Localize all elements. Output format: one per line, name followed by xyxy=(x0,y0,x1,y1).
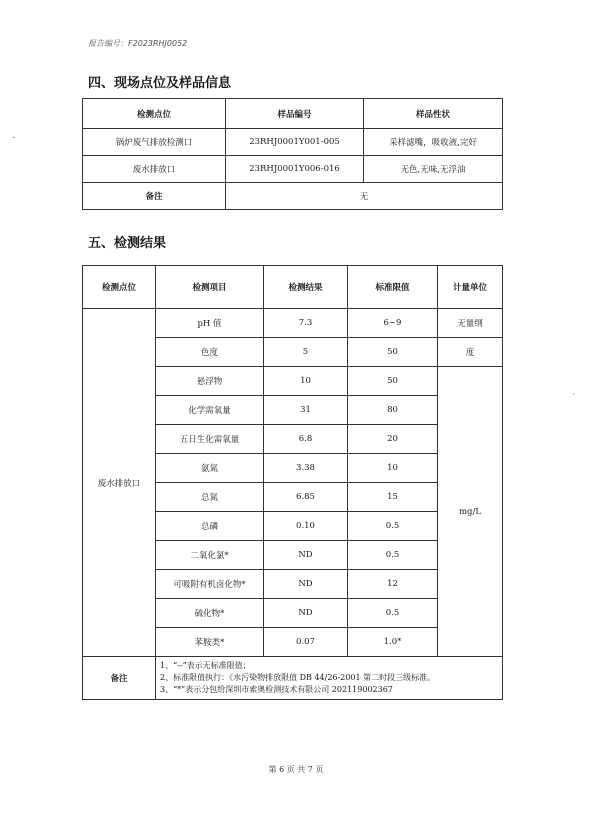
result-cell: 7.3 xyxy=(264,309,348,338)
limit-cell: 0.5 xyxy=(348,512,438,541)
header-point: 检测点位 xyxy=(83,266,156,309)
limit-cell: 50 xyxy=(348,338,438,367)
header-nature: 样品性状 xyxy=(364,99,503,129)
results-table xyxy=(82,265,503,700)
result-cell: 3.38 xyxy=(264,454,348,483)
limit-cell: 0.5 xyxy=(348,599,438,628)
limit-cell: 80 xyxy=(348,396,438,425)
nature-cell: 采样滤嘴，吸收液,完好 xyxy=(364,129,503,156)
item-cell: 悬浮物 xyxy=(156,367,264,396)
result-cell: 5 xyxy=(264,338,348,367)
item-cell: 二氧化氯* xyxy=(156,541,264,570)
result-cell: 10 xyxy=(264,367,348,396)
limit-cell: 15 xyxy=(348,483,438,512)
item-cell: 硫化物* xyxy=(156,599,264,628)
margin-mark: · xyxy=(572,390,575,400)
item-cell: 色度 xyxy=(156,338,264,367)
header-sample-no: 样品编号 xyxy=(226,99,364,129)
limit-cell: 6~9 xyxy=(348,309,438,338)
table-row xyxy=(83,156,503,183)
sample-no-cell: 23RHJ0001Y006-016 xyxy=(226,156,364,183)
sample-info-table xyxy=(82,98,503,210)
limit-cell: 10 xyxy=(348,454,438,483)
unit-cell: 无量纲 xyxy=(438,309,503,338)
section4-title: 四、现场点位及样品信息 xyxy=(88,76,232,91)
item-cell: 总氮 xyxy=(156,483,264,512)
limit-cell: 12 xyxy=(348,570,438,599)
result-cell: 31 xyxy=(264,396,348,425)
note-line: 3、“*”表示分包给深圳市索奥检测技术有限公司 202119002367 xyxy=(160,685,393,694)
table-row xyxy=(83,129,503,156)
limit-cell: 20 xyxy=(348,425,438,454)
result-cell: ND xyxy=(264,541,348,570)
item-cell: 可吸附有机卤化物* xyxy=(156,570,264,599)
nature-cell: 无色,无味,无浮油 xyxy=(364,156,503,183)
header-limit: 标准限值 xyxy=(348,266,438,309)
note-line: 2、标准限值执行：《水污染物排放限值 DB 44/26-2001 第二时段三级标准。 xyxy=(160,673,436,682)
result-cell: ND xyxy=(264,599,348,628)
result-cell: 6.85 xyxy=(264,483,348,512)
header-item: 检测项目 xyxy=(156,266,264,309)
remark-notes xyxy=(156,657,503,700)
point-cell: 废水排放口 xyxy=(83,309,156,657)
note-line: 1、“--”表示无标准限值； xyxy=(160,661,251,670)
limit-cell: 0.5 xyxy=(348,541,438,570)
limit-cell: 1.0* xyxy=(348,628,438,657)
result-cell: 6.8 xyxy=(264,425,348,454)
point-cell: 锅炉废气排放检测口 xyxy=(83,129,226,156)
item-cell: pH 值 xyxy=(156,309,264,338)
sample-no-cell: 23RHJ0001Y001-005 xyxy=(226,129,364,156)
item-cell: 氨氮 xyxy=(156,454,264,483)
point-cell: 废水排放口 xyxy=(83,156,226,183)
page-footer: 第 6 页 共 7 页 xyxy=(268,765,324,774)
item-cell: 化学需氧量 xyxy=(156,396,264,425)
result-cell: 0.10 xyxy=(264,512,348,541)
header-unit: 计量单位 xyxy=(438,266,503,309)
remark-label: 备注 xyxy=(83,183,226,210)
limit-cell: 50 xyxy=(348,367,438,396)
report-number: 报告编号：F2023RHJ0052 xyxy=(88,39,188,48)
item-cell: 总磷 xyxy=(156,512,264,541)
result-cell: ND xyxy=(264,570,348,599)
section5-title: 五、检测结果 xyxy=(88,236,167,251)
header-point: 检测点位 xyxy=(83,99,226,129)
item-cell: 五日生化需氧量 xyxy=(156,425,264,454)
result-cell: 0.07 xyxy=(264,628,348,657)
remark-value: 无 xyxy=(226,183,503,210)
item-cell: 苯胺类* xyxy=(156,628,264,657)
unit-cell: mg/L xyxy=(438,367,503,657)
table-row xyxy=(83,309,503,338)
header-result: 检测结果 xyxy=(264,266,348,309)
margin-mark: - xyxy=(12,133,16,143)
remark-label: 备注 xyxy=(83,657,156,700)
unit-cell: 度 xyxy=(438,338,503,367)
